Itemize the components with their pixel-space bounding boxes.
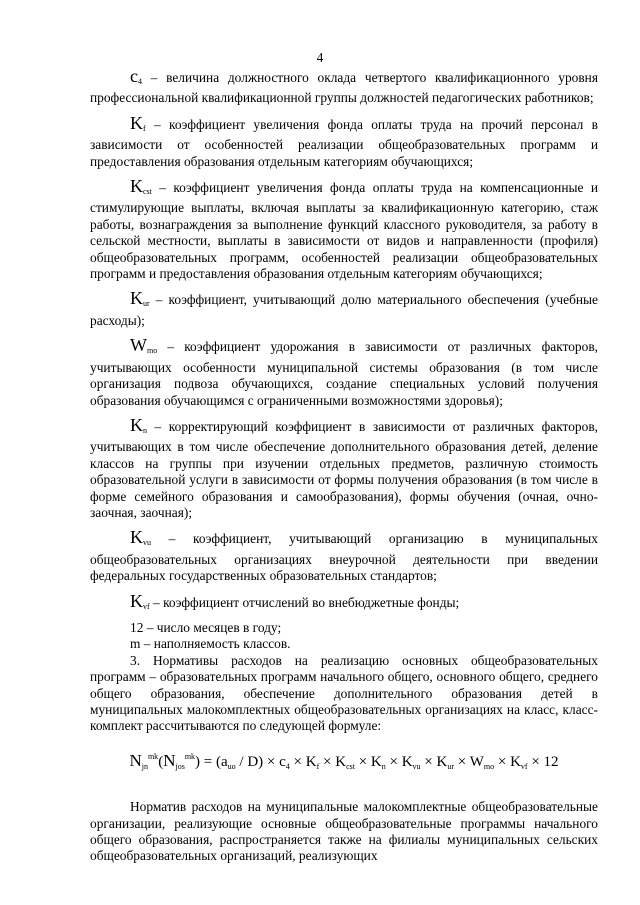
subscript: vu [143, 538, 151, 548]
paragraph-3: 3. Нормативы расходов на реализацию основных общеобразовательных программ – образовательных программ начального общего, основного общего, среднего общего образования, обеспечение дополнительного образования детей в муниципальных малокомплектных общеобразовательных организациях на класс, класс-комплект рассчитываются по следующей формуле: [90, 652, 598, 734]
definition-text: – коэффициент увеличения фонда оплаты труда на прочий персонал в зависимости от особенностей реализации общеобразовательных программ и предоставления образования отдельным категориям обучающихся; [90, 116, 598, 169]
subscript: ur [143, 299, 150, 309]
formula-n2-sub: jos [175, 761, 185, 771]
definition-c4 [90, 68, 598, 107]
formula-n1: N [129, 750, 142, 770]
symbol: с [130, 66, 138, 86]
definition-kur [90, 290, 598, 329]
symbol: K [130, 414, 143, 435]
symbol: K [130, 527, 143, 548]
class-size-line: m – наполняемость классов. [130, 636, 291, 652]
definition-kvu [90, 529, 598, 584]
formula-rhs2: / D) × c [235, 753, 286, 770]
definition-kcst [90, 178, 598, 282]
formula-t7-sub: vf [520, 761, 528, 771]
formula-t6: × W [454, 753, 484, 770]
formula-t2: × K [319, 753, 347, 770]
months-line: 12 – число месяцев в году; [130, 619, 282, 635]
formula-a-sub: uo [227, 761, 236, 771]
closing-paragraph: Норматив расходов на муниципальные малокомплектные общеобразовательные организации, реализующие основные общеобразовательные программы начального общего образования, распространяется также на филиалы муниципальных сельских общеобразовательных организаций, реализующих [90, 799, 598, 864]
symbol: K [130, 590, 143, 611]
formula-open: ( [158, 753, 164, 770]
definition-text: – величина должностного оклада четвертого квалификационного уровня профессиональной квалификационной группы должностей педагогических работников; [90, 70, 598, 106]
symbol: W [130, 335, 147, 356]
symbol: K [130, 176, 143, 197]
definition-wmo [90, 337, 598, 409]
formula-t4-sub: vu [412, 761, 421, 771]
subscript: 4 [138, 77, 142, 86]
subscript: vf [143, 601, 150, 611]
symbol: K [130, 112, 143, 133]
page-number: 4 [316, 50, 324, 65]
formula-c-sub: 4 [285, 761, 290, 771]
definition-kn [90, 414, 598, 521]
symbol: K [130, 288, 143, 309]
formula-t2-sub: cst [346, 761, 355, 771]
formula-t3-sub: n [381, 761, 386, 771]
definition-text: – коэффициент, учитывающий долю материального обеспечения (учебные расходы); [90, 292, 598, 328]
formula-t5-sub: ur [447, 761, 455, 771]
subscript: n [143, 425, 147, 435]
definition-text: – коэффициент увеличения фонда оплаты труда на компенсационные и стимулирующие выплаты, включая выплаты за квалификационную категорию, стаж работы, вознаграждения за выполнение функций классного руководителя, за работу в сельской местности, выплаты в зависимости от видов и направленности (профиля) общеобразовательных программ, особенностей реализации общеобразовательных программ и предоставления образования отдельным категориям обучающихся; [90, 180, 598, 282]
formula-n2: N [163, 750, 176, 770]
formula-t6-sub: mo [483, 761, 495, 771]
formula-n2-sup: mk [184, 751, 196, 761]
formula-t1-sub: f [316, 761, 320, 771]
document-body [90, 68, 598, 865]
subscript: cst [143, 187, 152, 197]
formula-close: ) [195, 753, 201, 770]
formula-t3: × K [354, 753, 382, 770]
formula-t5: × K [420, 753, 448, 770]
definition-text: – коэффициент, учитывающий организацию в муниципальных общеобразовательных организациях внеурочной деятельности при введении федеральных государственных образовательных стандартов; [90, 531, 598, 584]
formula-tail: × 12 [527, 753, 559, 770]
formula-n1-sup: mk [147, 751, 159, 761]
subscript: mo [147, 346, 158, 356]
definition-text: – коэффициент отчислений во внебюджетные фонды; [149, 594, 460, 610]
formula [90, 749, 598, 775]
formula-t4: × K [385, 753, 413, 770]
definition-text: – корректирующий коэффициент в зависимости от различных факторов, учитывающих в том числе обеспечение дополнительного образования детей, деление классов на группы при изучении отдельных предметов, различную стоимость образовательной услуги в зависимости от формы получения образования (в том числе в форме семейного образования и самообразования), формы обучения (очная, очно-заочная, заочная); [90, 418, 598, 520]
subscript: f [143, 123, 146, 133]
formula-t7: × K [494, 753, 521, 770]
definition-kvf [90, 590, 598, 615]
definition-text: – коэффициент удорожания в зависимости от различных факторов, учитывающих особенности муниципальной системы образования (в том числе организация подвоза обучающихся, создание специальных условий получения образования обучающимся с ограниченными возможностями здоровья); [90, 339, 598, 408]
formula-n1-sub: jn [141, 761, 148, 771]
formula-rhs1: = (a [200, 753, 228, 770]
formula-t1: × K [289, 753, 317, 770]
definition-kf [90, 112, 598, 170]
